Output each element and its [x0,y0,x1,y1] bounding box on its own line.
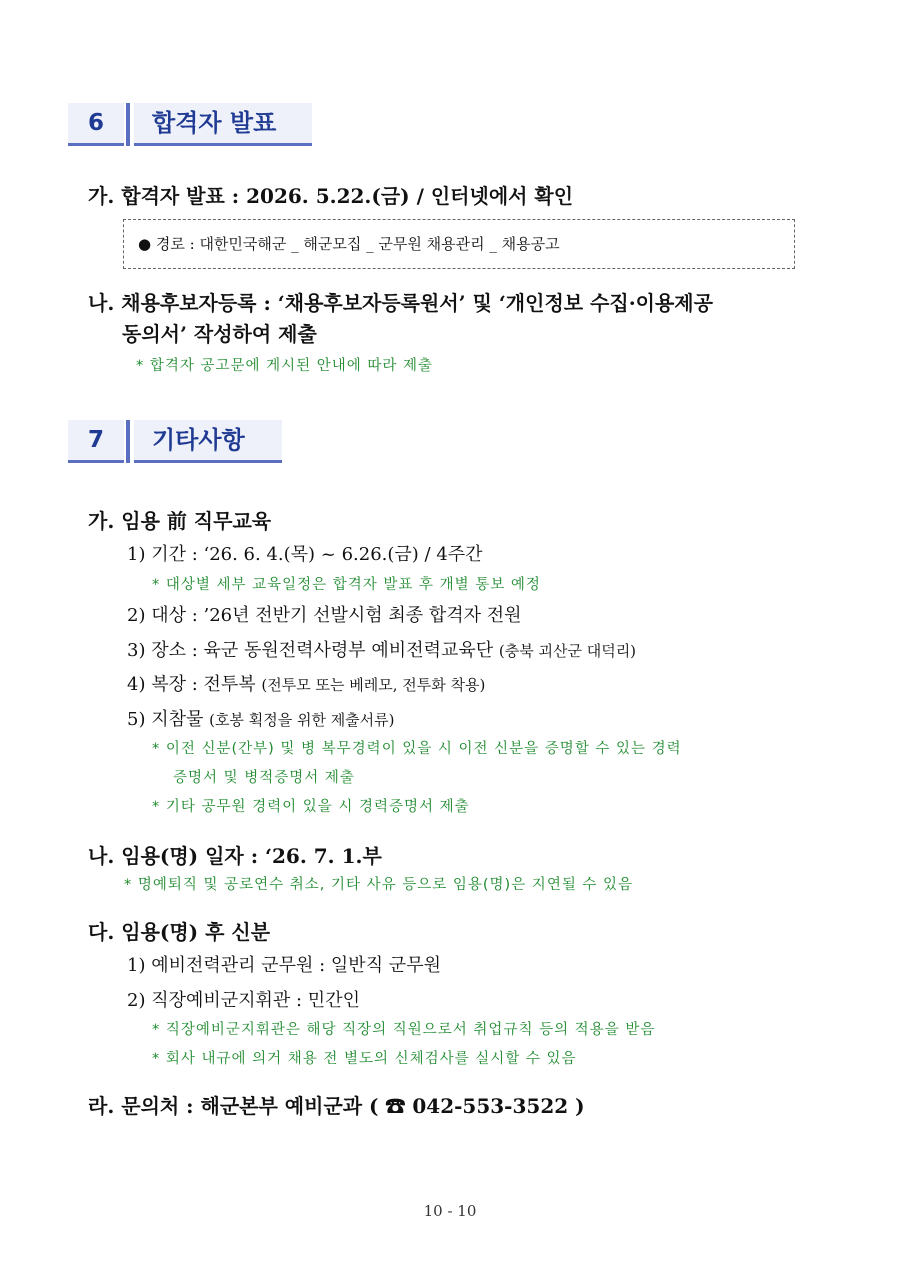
item-main: 4) 복장 : 전투복 [127,674,256,695]
training-item-4 [127,670,485,696]
training-heading: 가. 임용 前 직무교육 [88,509,272,533]
contact-heading: 라. 문의처 : 해군본부 예비군과 ( ☎ 042-553-3522 ) [88,1094,585,1118]
register-heading-line2: 동의서’ 작성하여 제출 [122,322,317,346]
route-box [123,219,795,269]
status-note-1: * 직장예비군지휘관은 해당 직장의 직원으로서 취업규칙 등의 적용을 받음 [152,1022,656,1038]
item-sub: (호봉 획정을 위한 제출서류) [209,711,395,729]
training-item-5 [127,705,395,731]
route-text: 경로 : 대한민국해군 _ 해군모집 _ 군무원 채용관리 _ 채용공고 [155,235,560,253]
training-item-2: 2) 대상 : ’26년 전반기 선발시험 최종 합격자 전원 [127,605,522,626]
item-main: 5) 지참물 [127,709,204,730]
training-item-1: 1) 기간 : ‘26. 6. 4.(목) ~ 6.26.(금) / 4주간 [127,544,483,565]
status-item-2: 2) 직장예비군지휘관 : 민간인 [127,990,360,1011]
status-heading: 다. 임용(명) 후 신분 [88,920,271,944]
item-sub: (전투모 또는 베레모, 전투화 착용) [261,676,486,694]
section-number: 6 [68,103,124,146]
register-heading-line1: 나. 채용후보자등록 : ‘채용후보자등록원서’ 및 ‘개인정보 수집·이용제공 [88,291,713,315]
section-divider [126,103,130,146]
training-note-3: * 기타 공무원 경력이 있을 시 경력증명서 제출 [152,799,470,815]
item-main: 3) 장소 : 육군 동원전력사령부 예비전력교육단 [127,640,494,661]
training-note-1: * 대상별 세부 교육일정은 합격자 발표 후 개별 통보 예정 [152,577,541,593]
status-note-2: * 회사 내규에 의거 채용 전 별도의 신체검사를 실시할 수 있음 [152,1051,577,1067]
section-divider [126,420,130,463]
bullet-icon: ● [138,235,152,253]
item-sub: (충북 괴산군 대덕리) [498,642,637,660]
training-item-3 [127,636,636,662]
section-title: 기타사항 [134,420,282,463]
announce-heading: 가. 합격자 발표 : 2026. 5.22.(금) / 인터넷에서 확인 [88,184,574,208]
appoint-date-heading: 나. 임용(명) 일자 : ‘26. 7. 1.부 [88,844,382,868]
section-title: 합격자 발표 [134,103,312,146]
section-number: 7 [68,420,124,463]
appoint-date-note: * 명예퇴직 및 공로연수 취소, 기타 사유 등으로 임용(명)은 지연될 수 있음 [124,877,634,893]
register-note: * 합격자 공고문에 게시된 안내에 따라 제출 [136,358,434,374]
page-number: 10 - 10 [423,1202,477,1220]
training-note-2a: * 이전 신분(간부) 및 병 복무경력이 있을 시 이전 신분을 증명할 수 있는 경력 [152,741,682,757]
status-item-1: 1) 예비전력관리 군무원 : 일반직 군무원 [127,955,441,976]
training-note-2b: 증명서 및 병적증명서 제출 [173,770,355,786]
